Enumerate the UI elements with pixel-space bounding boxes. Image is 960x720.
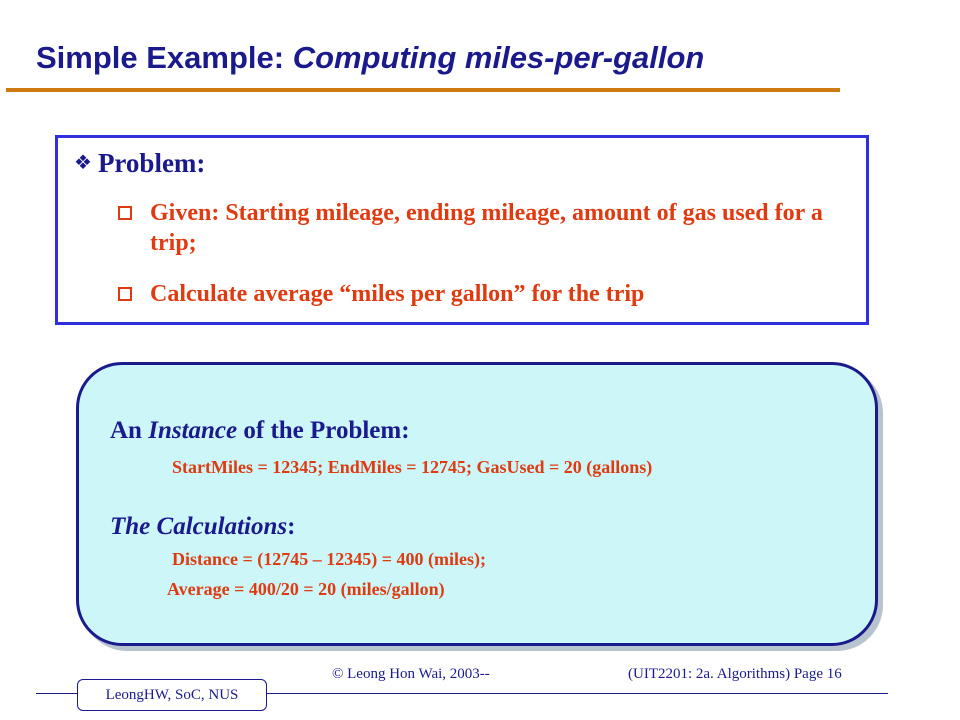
problem-box — [55, 135, 869, 325]
calc-line-average: Average = 400/20 = 20 (miles/gallon) — [167, 579, 445, 599]
calculations-heading-suffix: : — [287, 513, 296, 540]
square-bullet-icon — [118, 287, 132, 301]
instance-box — [76, 362, 878, 646]
calculations-heading — [110, 513, 295, 541]
calculations-heading-italic: The Calculations — [110, 513, 288, 540]
problem-heading — [74, 148, 205, 179]
instance-values-line: StartMiles = 12345; EndMiles = 12745; GasUsed = 20 (gallons) — [172, 457, 653, 477]
instance-heading-italic: Instance — [148, 417, 238, 444]
square-bullet-icon — [118, 206, 132, 220]
problem-heading-text: Problem: — [97, 148, 206, 178]
instance-heading-prefix: An — [110, 417, 149, 444]
instance-heading-suffix: of the Problem: — [237, 417, 410, 444]
author-box: LeongHW, SoC, NUS — [77, 679, 267, 711]
slide-title-plain: Simple Example: — [36, 40, 293, 75]
problem-bullet-given — [118, 198, 838, 258]
diamond-bullet-icon: ❖ — [74, 150, 92, 174]
instance-heading — [110, 417, 410, 445]
calc-line-distance: Distance = (12745 – 12345) = 400 (miles); — [172, 549, 486, 569]
bullet-text: Calculate average “miles per gallon” for the trip — [150, 281, 645, 307]
title-underline — [6, 88, 840, 92]
slide-title — [36, 40, 704, 76]
bullet-text: Given: Starting mileage, ending mileage, amount of gas used for a trip; — [150, 200, 823, 256]
problem-bullet-calculate — [118, 279, 878, 309]
copyright-text: © Leong Hon Wai, 2003-- — [332, 666, 490, 682]
slide-title-italic: Computing miles-per-gallon — [292, 40, 705, 75]
page-info: (UIT2201: 2a. Algorithms) Page 16 — [628, 666, 842, 682]
